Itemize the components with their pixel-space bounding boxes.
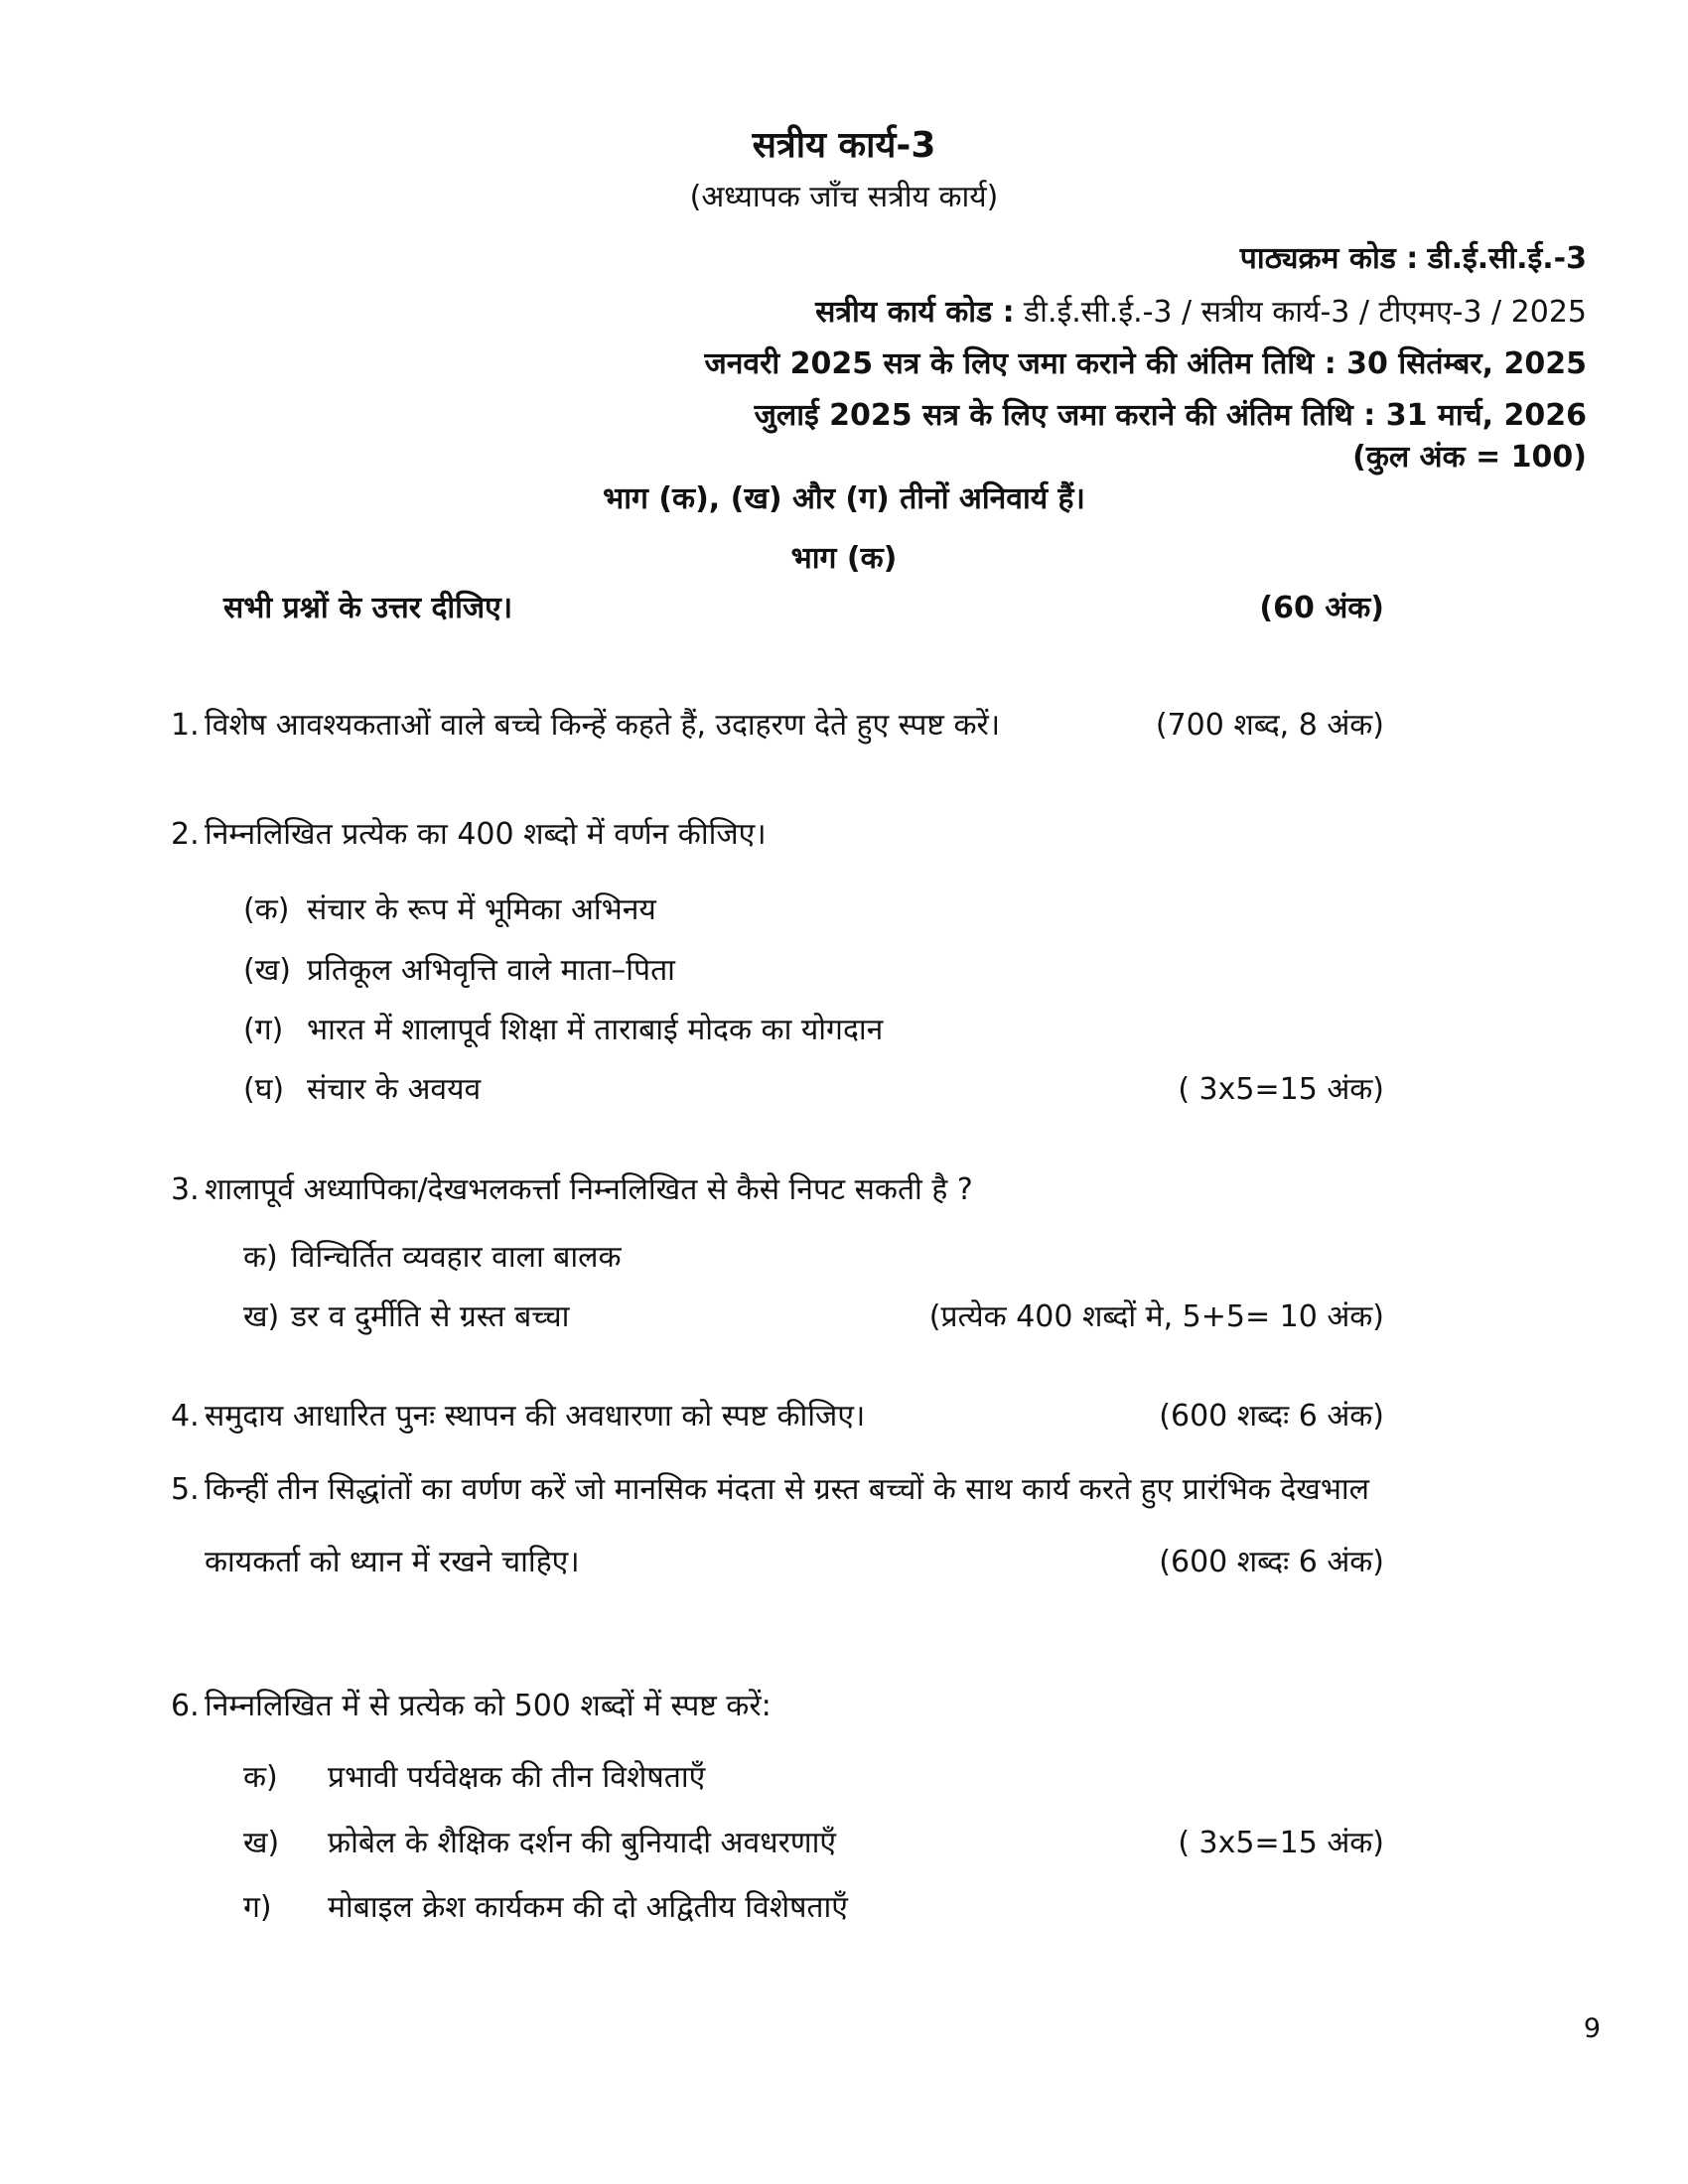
- part-text: प्रतिकूल अभिवृत्ति वाले माता–पिता: [307, 953, 675, 988]
- part-label: ख): [243, 1826, 280, 1860]
- part-marks: ( 3x5=15 अंक): [1178, 1826, 1384, 1860]
- question-number: 5.: [171, 1472, 200, 1507]
- section-instruction-row: [223, 586, 1384, 631]
- part-text: प्रभावी पर्यवेक्षक की तीन विशेषताएँ: [328, 1760, 706, 1795]
- course-code-value: डी.ई.सी.ई.-3: [1427, 241, 1587, 276]
- question-marks: (700 शब्द, 8 अंक): [1155, 708, 1384, 743]
- question-text: विशेष आवश्यकताओं वाले बच्चे किन्हें कहते हैं, उदाहरण देते हुए स्पष्ट करें।: [205, 708, 1001, 743]
- assignment-code-value: डी.ई.सी.ई.-3 / सत्रीय कार्य-3 / टीएमए-3 / 2025: [1024, 295, 1587, 330]
- question-2: [171, 812, 1384, 858]
- part-label: (ख): [243, 953, 291, 988]
- question-6-part-c: [243, 1885, 1384, 1931]
- part-text: भारत में शालापूर्व शिक्षा में ताराबाई मोदक का योगदान: [307, 1013, 884, 1047]
- total-marks: (कुल अंक = 100): [1352, 440, 1587, 475]
- document-subtitle: (अध्यापक जाँच सत्रीय कार्य): [689, 180, 999, 214]
- part-label: (ग): [243, 1013, 284, 1047]
- question-text: निम्नलिखित प्रत्येक का 400 शब्दो में वर्णन कीजिए।: [205, 817, 767, 852]
- section-marks: (60 अंक): [1259, 591, 1384, 625]
- question-5-continued: [171, 1540, 1384, 1585]
- part-marks: (प्रत्येक 400 शब्दों मे, 5+5= 10 अंक): [928, 1299, 1384, 1334]
- question-1: [171, 703, 1384, 749]
- question-text: निम्नलिखित में से प्रत्येक को 500 शब्दों में स्पष्ट करें:: [205, 1689, 772, 1723]
- part-text: संचार के रूप में भूमिका अभिनय: [307, 892, 656, 927]
- question-text: शालापूर्व अध्यापिका/देखभलकर्त्ता निम्नलिखित से कैसे निपट सकती है ?: [205, 1172, 973, 1207]
- question-6: [171, 1684, 1384, 1729]
- assignment-code-line: [815, 290, 1587, 336]
- part-label: क): [243, 1760, 278, 1795]
- part-text: विन्चिर्तित व्यवहार वाला बालक: [291, 1240, 622, 1275]
- part-text: मोबाइल क्रेश कार्यकम की दो अद्वितीय विशेषताएँ: [328, 1890, 848, 1925]
- part-label: ख): [243, 1299, 280, 1334]
- question-2-part-c: [243, 1008, 1384, 1053]
- question-marks: (600 शब्दः 6 अंक): [1159, 1399, 1384, 1433]
- deadline-july: जुलाई 2025 सत्र के लिए जमा कराने की अंतिम तिथि : 31 मार्च, 2026: [754, 398, 1587, 433]
- course-code-line: [1240, 236, 1587, 282]
- question-5: [171, 1467, 1384, 1513]
- question-6-part-b: [243, 1821, 1384, 1866]
- question-3-part-b: [243, 1295, 1384, 1340]
- mandatory-instruction: भाग (क), (ख) और (ग) तीनों अनिवार्य हैं।: [603, 481, 1085, 516]
- question-number: 2.: [171, 817, 200, 852]
- question-2-part-b: [243, 948, 1384, 994]
- question-3: [171, 1167, 1384, 1213]
- question-3-part-a: [243, 1235, 1384, 1281]
- part-label: (घ): [243, 1072, 285, 1107]
- part-text: फ्रोबेल के शैक्षिक दर्शन की बुनियादी अवधरणाएँ: [328, 1826, 836, 1860]
- part-label: (क): [243, 892, 290, 927]
- question-marks: (600 शब्दः 6 अंक): [1159, 1545, 1384, 1579]
- question-number: 4.: [171, 1399, 200, 1433]
- question-number: 1.: [171, 708, 200, 743]
- question-number: 6.: [171, 1689, 200, 1723]
- assignment-code-label: सत्रीय कार्य कोड :: [815, 295, 1015, 330]
- question-4: [171, 1394, 1384, 1439]
- question-text: किन्हीं तीन सिद्धांतों का वर्णण करें जो मानसिक मंदता से ग्रस्त बच्चों के साथ कार्य करते हुए प्रारंभिक देखभाल: [205, 1472, 1370, 1507]
- part-label: ग): [243, 1890, 272, 1925]
- question-2-part-a: [243, 887, 1384, 933]
- question-number: 3.: [171, 1172, 200, 1207]
- section-instruction: सभी प्रश्नों के उत्तर दीजिए।: [223, 591, 513, 625]
- question-text: समुदाय आधारित पुनः स्थापन की अवधारणा को स्पष्ट कीजिए।: [205, 1399, 866, 1433]
- document-title: सत्रीय कार्य-3: [752, 125, 936, 166]
- part-marks: ( 3x5=15 अंक): [1178, 1072, 1384, 1107]
- part-text: डर व दुर्मीति से ग्रस्त बच्चा: [291, 1299, 570, 1334]
- part-text: संचार के अवयव: [307, 1072, 482, 1107]
- question-text-continued: कायकर्ता को ध्यान में रखने चाहिए।: [205, 1545, 580, 1579]
- question-2-part-d: [243, 1067, 1384, 1113]
- course-code-label: पाठ्यक्रम कोड :: [1239, 241, 1419, 276]
- deadline-january: जनवरी 2025 सत्र के लिए जमा कराने की अंतिम तिथि : 30 सितंम्बर, 2025: [704, 346, 1587, 381]
- part-label: क): [243, 1240, 278, 1275]
- section-a-title: भाग (क): [790, 541, 898, 576]
- question-6-part-a: [243, 1755, 1384, 1801]
- page-number: 9: [1583, 2013, 1601, 2044]
